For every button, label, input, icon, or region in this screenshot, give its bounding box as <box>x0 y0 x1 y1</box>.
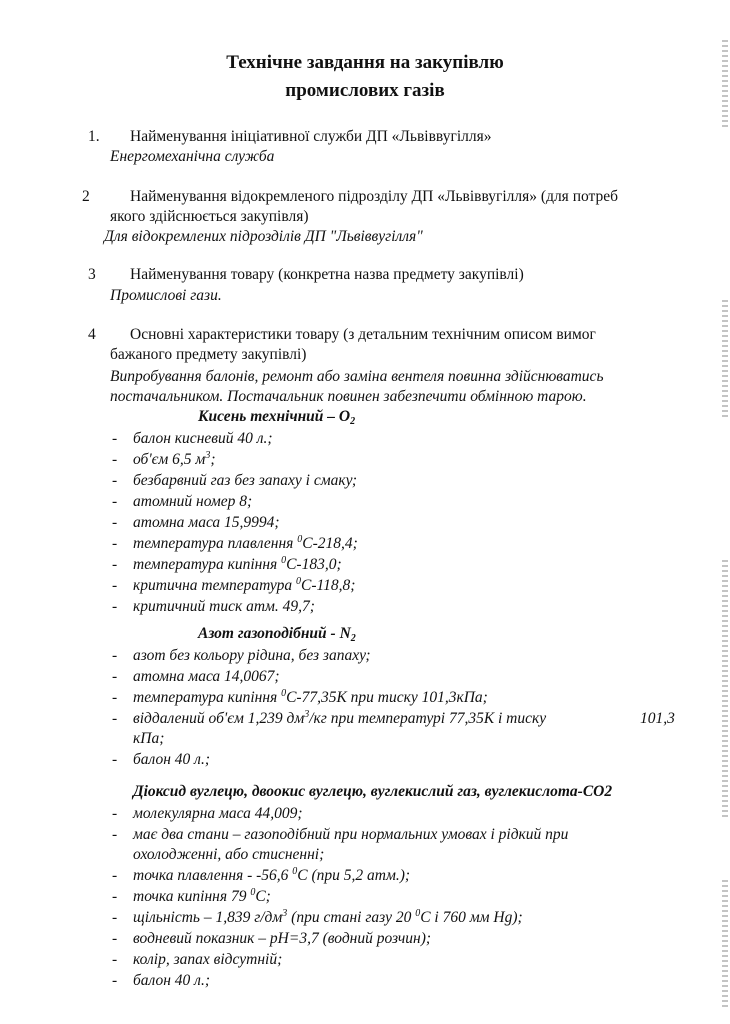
section-number: 4 <box>88 326 96 343</box>
co2-heading: Діоксид вуглецю, двоокис вуглецю, вуглекислий газ, вуглекислота-CO2 <box>133 783 613 800</box>
list-dash: - <box>112 577 118 594</box>
section-heading: Основні характеристики товару (з детальним технічним описом вимог <box>130 326 596 343</box>
list-item: водневий показник – pH=3,7 (водний розчин); <box>133 930 432 947</box>
list-item: атомний номер 8; <box>133 493 253 510</box>
scan-edge-artifact <box>722 880 728 1010</box>
list-item: атомна маса 14,0067; <box>133 668 280 685</box>
list-dash: - <box>112 535 118 552</box>
list-dash: - <box>112 972 118 989</box>
list-dash: - <box>112 888 118 905</box>
oxygen-heading: Кисень технічний – $О_2$ <box>198 408 356 427</box>
list-dash: - <box>112 556 118 573</box>
list-item: температура плавлення $^0$С-218,4; <box>133 534 358 552</box>
list-item-cont: охолодженні, або стисненні; <box>133 846 325 863</box>
list-dash: - <box>112 598 118 615</box>
list-dash: - <box>112 710 118 727</box>
list-dash: - <box>112 647 118 664</box>
section-answer: Для відокремлених підрозділів ДП "Львіввугілля" <box>104 228 423 245</box>
list-item: щільність – 1,839 $г/дм^3$ (при стані газу 20 $^0$С і 760 мм Hg); <box>133 908 523 926</box>
list-item: критичний тиск атм. 49,7; <box>133 598 315 615</box>
list-dash: - <box>112 472 118 489</box>
list-item: точка кипіння 79 $^0$С; <box>133 887 271 905</box>
list-dash: - <box>112 689 118 706</box>
list-item-value: 101,3 <box>640 710 675 727</box>
list-item: об'єм 6,5 $м^3$; <box>133 450 216 468</box>
list-item: безбарвний газ без запаху і смаку; <box>133 472 358 489</box>
list-item: має два стани – газоподібний при нормальних умовах і рідкий при <box>133 826 569 843</box>
section-number: 1. <box>88 128 100 145</box>
list-dash: - <box>112 909 118 926</box>
document-title-line2: промислових газів <box>285 80 445 101</box>
list-item: атомна маса 15,9994; <box>133 514 280 531</box>
nitrogen-heading: Азот газоподібний - $N_2$ <box>198 625 356 644</box>
list-dash: - <box>112 751 118 768</box>
list-item: балон 40 л.; <box>133 751 210 768</box>
section-note: Випробування балонів, ремонт або заміна вентеля повинна здійснюватись <box>110 368 604 385</box>
section-heading-cont: якого здійснюється закупівля) <box>110 208 309 225</box>
document-title-line1: Технічне завдання на закупівлю <box>226 52 504 73</box>
section-heading: Найменування товару (конкретна назва предмету закупівлі) <box>130 266 524 283</box>
section-heading: Найменування ініціативної служби ДП «Львіввугілля» <box>130 128 492 145</box>
list-item: молекулярна маса 44,009; <box>133 805 303 822</box>
list-dash: - <box>112 430 118 447</box>
section-number: 2 <box>82 188 90 205</box>
list-item: точка плавлення - -56,6 $^0$С (при 5,2 атм.); <box>133 866 411 884</box>
list-item: балон 40 л.; <box>133 972 210 989</box>
list-dash: - <box>112 514 118 531</box>
list-dash: - <box>112 805 118 822</box>
list-item: азот без кольору рідина, без запаху; <box>133 647 371 664</box>
list-item-cont: кПа; <box>133 730 165 747</box>
list-dash: - <box>112 951 118 968</box>
list-item: колір, запах відсутній; <box>133 951 283 968</box>
scan-edge-artifact <box>722 300 728 420</box>
list-dash: - <box>112 493 118 510</box>
list-item: балон кисневий 40 л.; <box>133 430 273 447</box>
list-item: температура кипіння $^0$С-183,0; <box>133 555 342 573</box>
list-item: критична температура $^0$С-118,8; <box>133 576 356 594</box>
section-heading: Найменування відокремленого підрозділу ДП «Львіввугілля» (для потреб <box>130 188 619 205</box>
list-item: віддалений об'єм 1,239 $дм^3/кг$ при температурі 77,35К і тиску <box>133 709 547 727</box>
list-dash: - <box>112 826 118 843</box>
section-answer: Промислові гази. <box>110 287 222 304</box>
list-dash: - <box>112 668 118 685</box>
list-dash: - <box>112 930 118 947</box>
section-heading-cont: бажаного предмету закупівлі) <box>110 346 307 363</box>
list-dash: - <box>112 451 118 468</box>
section-answer: Енергомеханічна служба <box>110 148 275 165</box>
list-dash: - <box>112 867 118 884</box>
section-number: 3 <box>88 266 96 283</box>
list-item: температура кипіння $^0$С-77,35К при тиску 101,3кПа; <box>133 688 488 706</box>
scan-edge-artifact <box>722 560 728 820</box>
section-note-cont: постачальником. Постачальник повинен забезпечити обмінною тарою. <box>110 388 587 405</box>
